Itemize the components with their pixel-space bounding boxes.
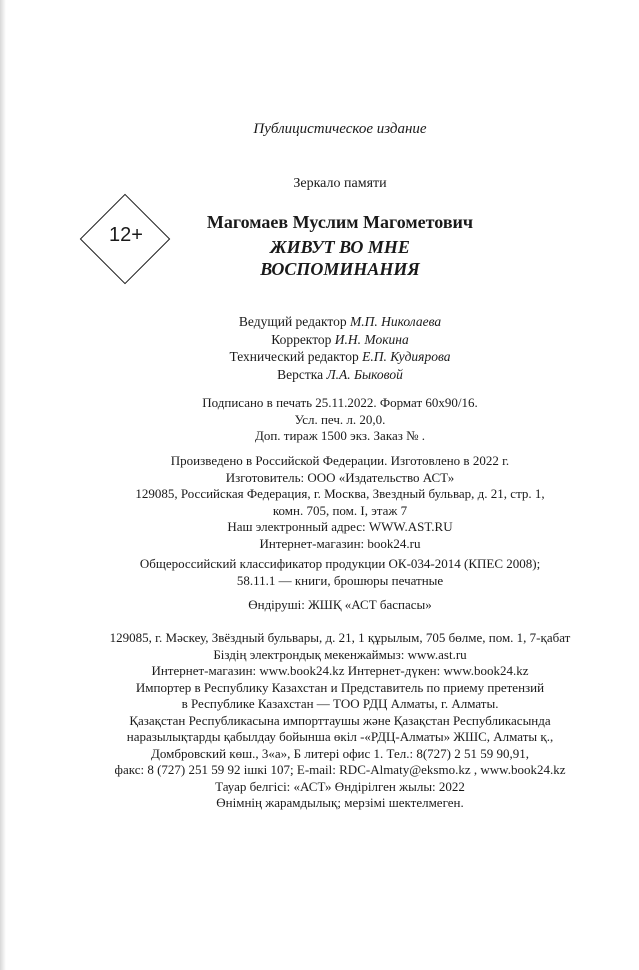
credit-name: М.П. Николаева [349,314,442,329]
credit-name: И.Н. Мокина [334,331,409,347]
manufacturer-line: Интернет-магазин: book24.ru [259,535,421,551]
kz-detail-line: наразылықтарды қабылдау бойынша өкіл -«РДЦ-Алматы» ЖШС, Алматы қ., [126,729,554,744]
classifier-line: Общероссийский классификатор продукции ОК-034-2014 (КПЕС 2008); [139,556,541,571]
age-rating-badge [80,194,172,286]
print-info-line: Доп. тираж 1500 экз. Заказ № . [254,428,426,443]
kz-producer [60,597,620,614]
kz-detail-line: Интернет-магазин: www.book24.kz Интернет-дүкен: www.book24.kz [151,663,529,678]
kz-producer-line: Өндіруші: ЖШҚ «АСТ баспасы» [248,597,432,612]
credit-role: Корректор [271,331,332,347]
book-title-line-2: ВОСПОМИНАНИЯ [260,259,420,279]
author-name: Магомаев Муслим Магометович [206,212,474,232]
page-edge-shadow [0,0,6,970]
credit-line [60,313,620,331]
kz-detail-line: факс: 8 (727) 251 59 92 ішкі 107; E-mail: RDC-Almaty@eksmo.kz , www.book24.kz [114,762,566,777]
credit-line [60,331,620,349]
book-title-line-1: ЖИВУТ ВО МНЕ [270,237,410,257]
credit-role: Технический редактор [229,349,359,364]
manufacturer-block [60,453,620,552]
publication-genre: Публицистическое издание [253,121,427,137]
kz-detail-line: в Республике Казахстан — ТОО РДЦ Алматы, г. Алматы. [181,696,499,711]
classifier-line: 58.11.1 — книги, брошюры печатные [236,572,444,588]
print-info-line: Подписано в печать 25.11.2022. Формат 60x90/16. [202,395,478,410]
kz-detail-line: Қазақстан Республикасына импорттаушы және Қазақстан Республикасында [129,712,551,728]
manufacturer-line: Произведено в Российской Федерации. Изготовлено в 2022 г. [170,453,510,468]
print-info-line: Усл. печ. л. 20,0. [294,411,386,427]
manufacturer-line: Наш электронный адрес: WWW.AST.RU [227,519,453,534]
kz-details-block [60,630,620,812]
classifier-block [60,556,620,589]
manufacturer-line: Изготовитель: ООО «Издательство АСТ» [225,469,455,485]
kz-detail-line: Импортер в Республику Казахстан и Представитель по приему претензий [135,679,545,695]
print-info-block [60,395,620,445]
manufacturer-line: комн. 705, пом. I, этаж 7 [272,502,408,518]
credit-line [60,348,620,366]
credit-name: Л.А. Быковой [326,366,403,382]
manufacturer-line: 129085, Российская Федерация, г. Москва, Звездный бульвар, д. 21, стр. 1, [135,486,545,501]
credit-role: Ведущий редактор [238,314,347,329]
age-rating-label: 12+ [109,224,143,246]
credit-line [60,366,620,384]
kz-detail-line: Өнімнің жарамдылық; мерзімі шектелмеген. [216,795,464,810]
kz-detail-line: Тауар белгісі: «АСТ» Өндірілген жылы: 2022 [215,778,465,794]
kz-detail-line: 129085, г. Мәскеу, Звёздный бульвары, д. 21, 1 құрылым, 705 бөлме, пом. 1, 7-қабат [109,630,571,645]
kz-detail-line: Домбровский көш., 3«а», Б литері офис 1. Тел.: 8(727) 2 51 59 90,91, [151,745,529,761]
credits-block [60,313,620,383]
series-name: Зеркало памяти [293,176,387,191]
credit-name: Е.П. Кудиярова [362,349,451,364]
kz-detail-line: Біздің электрондық мекенжаймыз: www.ast.ru [213,646,467,662]
credit-role: Верстка [277,366,324,382]
